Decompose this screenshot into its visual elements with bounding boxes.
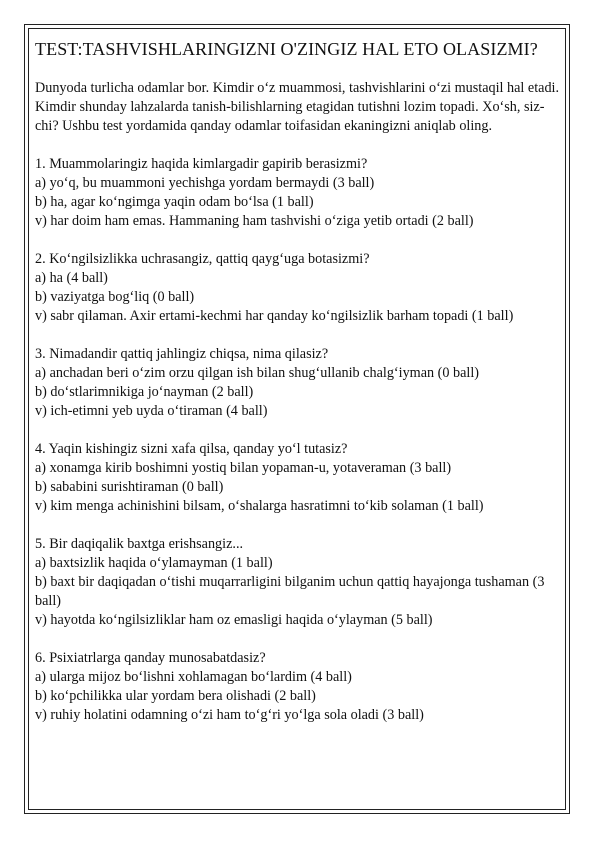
intro-paragraph: Dunyoda turlicha odamlar bor. Kimdir o‘z muammosi, tashvishlarini o‘zi mustaqil hal etadi. Kimdir shunday lahzalarda tanish-bilishlarning etagidan tutishni lozim topadi. Xo‘sh, siz-chi? Ushbu test yordamida qanday odamlar toifasidan ekaningizni aniqlab oling. bbox=[35, 80, 560, 134]
answer-option: b) sababini surishtiraman (0 ball) bbox=[35, 479, 224, 495]
question-5 bbox=[35, 535, 561, 630]
question-text: 4. Yaqin kishingiz sizni xafa qilsa, qanday yo‘l tutasiz? bbox=[35, 441, 348, 457]
question-text: 2. Ko‘ngilsizlikka uchrasangiz, qattiq qayg‘uga botasizmi? bbox=[35, 251, 370, 267]
answer-option: v) sabr qilaman. Axir ertami-kechmi har qanday ko‘ngilsizlik barham topadi (1 ball) bbox=[35, 308, 514, 324]
question-text: 6. Psixiatrlarga qanday munosabatdasiz? bbox=[35, 650, 266, 666]
question-text: 5. Bir daqiqalik baxtga erishsangiz... bbox=[35, 536, 244, 552]
test-title: TEST:TASHVISHLARINGIZNI O'ZINGIZ HAL ETO OLASIZMI? bbox=[35, 39, 538, 59]
answer-option: a) ularga mijoz bo‘lishni xohlamagan bo‘lardim (4 ball) bbox=[35, 669, 352, 685]
answer-option: a) ha (4 ball) bbox=[35, 270, 108, 286]
document-body bbox=[35, 38, 561, 744]
question-1 bbox=[35, 155, 561, 231]
answer-option: b) do‘stlarimnikiga jo‘nayman (2 ball) bbox=[35, 384, 254, 400]
answer-option: v) har doim ham emas. Hammaning ham tashvishi o‘ziga yetib ortadi (2 ball) bbox=[35, 213, 474, 229]
answer-option: a) anchadan beri o‘zim orzu qilgan ish bilan shug‘ullanib chalg‘iyman (0 ball) bbox=[35, 365, 480, 381]
answer-option: b) ha, agar ko‘ngimga yaqin odam bo‘lsa (1 ball) bbox=[35, 194, 314, 210]
question-3 bbox=[35, 345, 561, 421]
question-2 bbox=[35, 250, 561, 326]
question-4 bbox=[35, 440, 561, 516]
answer-option: v) ruhiy holatini odamning o‘zi ham to‘g‘ri yo‘lga sola oladi (3 ball) bbox=[35, 707, 424, 723]
answer-option: v) kim menga achinishini bilsam, o‘shalarga hasratimni to‘kib solaman (1 ball) bbox=[35, 498, 484, 514]
answer-option: a) xonamga kirib boshimni yostiq bilan yopaman-u, yotaveraman (3 ball) bbox=[35, 460, 452, 476]
answer-option: a) baxtsizlik haqida o‘ylamayman (1 ball) bbox=[35, 555, 273, 571]
answer-option: v) hayotda ko‘ngilsizliklar ham oz emasligi haqida o‘ylayman (5 ball) bbox=[35, 612, 433, 628]
answer-option: v) ich-etimni yeb uyda o‘tiraman (4 ball) bbox=[35, 403, 268, 419]
answer-option: a) yo‘q, bu muammoni yechishga yordam bermaydi (3 ball) bbox=[35, 175, 375, 191]
question-text: 1. Muammolaringiz haqida kimlargadir gapirib berasizmi? bbox=[35, 156, 368, 172]
answer-option: b) baxt bir daqiqadan o‘tishi muqarrarligini bilganim uchun qattiq hayajonga tushaman (3 ball) bbox=[35, 574, 545, 609]
question-6 bbox=[35, 649, 561, 725]
answer-option: b) vaziyatga bog‘liq (0 ball) bbox=[35, 289, 195, 305]
question-text: 3. Nimadandir qattiq jahlingiz chiqsa, nima qilasiz? bbox=[35, 346, 329, 362]
answer-option: b) ko‘pchilikka ular yordam bera olishadi (2 ball) bbox=[35, 688, 316, 704]
